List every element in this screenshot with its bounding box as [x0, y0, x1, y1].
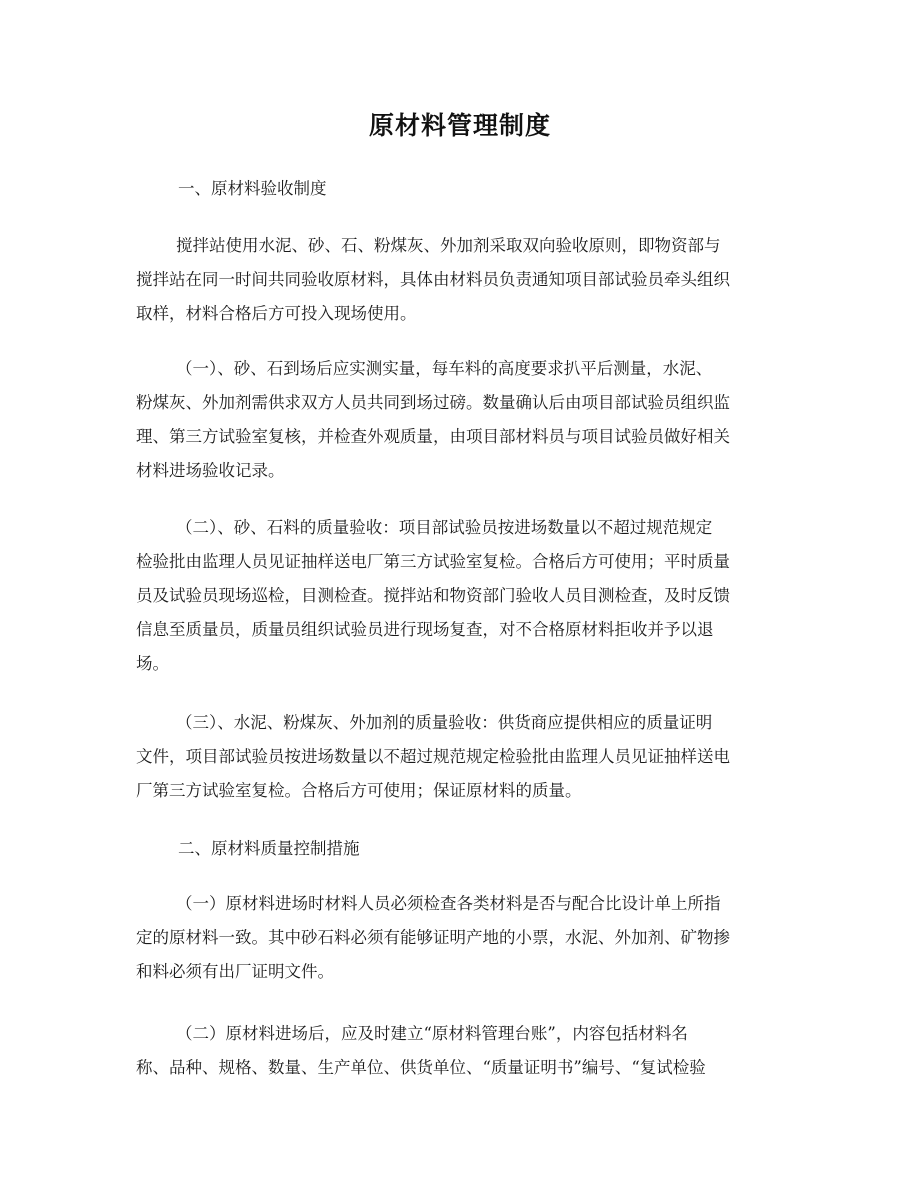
paragraph-line: 检验批由监理人员见证抽样送电厂第三方试验室复检。合格后方可使用；平时质量: [136, 552, 730, 571]
paragraph-line: （二）原材料进场后，应及时建立“原材料管理台账”，内容包括材料名: [176, 1024, 688, 1043]
paragraph-line: （二）、砂、石料的质量验收：项目部试验员按进场数量以不超过规范规定: [176, 518, 713, 537]
section-heading-1: 一、原材料验收制度: [178, 179, 327, 198]
paragraph-line: 搅拌站在同一时间共同验收原材料，具体由材料员负责通知项目部试验员牵头组织: [136, 270, 730, 289]
paragraph-line: 员及试验员现场巡检，目测检查。搅拌站和物资部门验收人员目测检查，及时反馈: [136, 586, 730, 605]
paragraph-line: 和料必须有出厂证明文件。: [136, 962, 334, 981]
paragraph-item-5: [136, 1017, 792, 1085]
paragraph-line: 理、第三方试验室复核，并检查外观质量，由项目部材料员与项目试验员做好相关: [136, 427, 730, 446]
paragraph-line: （一）、砂、石到场后应实测实量，每车料的高度要求扒平后测量，水泥、: [176, 359, 713, 378]
paragraph-line: 厂第三方试验室复检。合格后方可使用；保证原材料的质量。: [136, 781, 582, 800]
section-heading-2: 二、原材料质量控制措施: [178, 839, 360, 858]
paragraph-item-1: [136, 352, 792, 488]
document-title: 原材料管理制度: [368, 111, 551, 140]
paragraph-item-4: [136, 887, 792, 989]
paragraph-line: 文件，项目部试验员按进场数量以不超过规范规定检验批由监理人员见证抽样送电: [136, 747, 730, 766]
paragraph-item-2: [136, 511, 792, 681]
paragraph-line: 取样，材料合格后方可投入现场使用。: [136, 304, 417, 323]
paragraph-line: （一）原材料进场时材料人员必须检查各类材料是否与配合比设计单上所指: [176, 894, 721, 913]
paragraph-intro: [136, 229, 792, 331]
paragraph-item-3: [136, 706, 792, 808]
paragraph-line: 粉煤灰、外加剂需供求双方人员共同到场过磅。数量确认后由项目部试验员组织监: [136, 393, 730, 412]
paragraph-line: 称、品种、规格、数量、生产单位、供货单位、“质量证明书”编号、“复试检验: [136, 1058, 706, 1077]
paragraph-line: （三）、水泥、粉煤灰、外加剂的质量验收：供货商应提供相应的质量证明: [176, 713, 713, 732]
paragraph-line: 信息至质量员，质量员组织试验员进行现场复查，对不合格原材料拒收并予以退: [136, 620, 714, 639]
paragraph-line: 场。: [136, 654, 169, 673]
paragraph-line: 材料进场验收记录。: [136, 461, 285, 480]
paragraph-line: 定的原材料一致。其中砂石料必须有能够证明产地的小票，水泥、外加剂、矿物掺: [136, 928, 730, 947]
paragraph-line: 搅拌站使用水泥、砂、石、粉煤灰、外加剂采取双向验收原则，即物资部与: [176, 236, 721, 255]
